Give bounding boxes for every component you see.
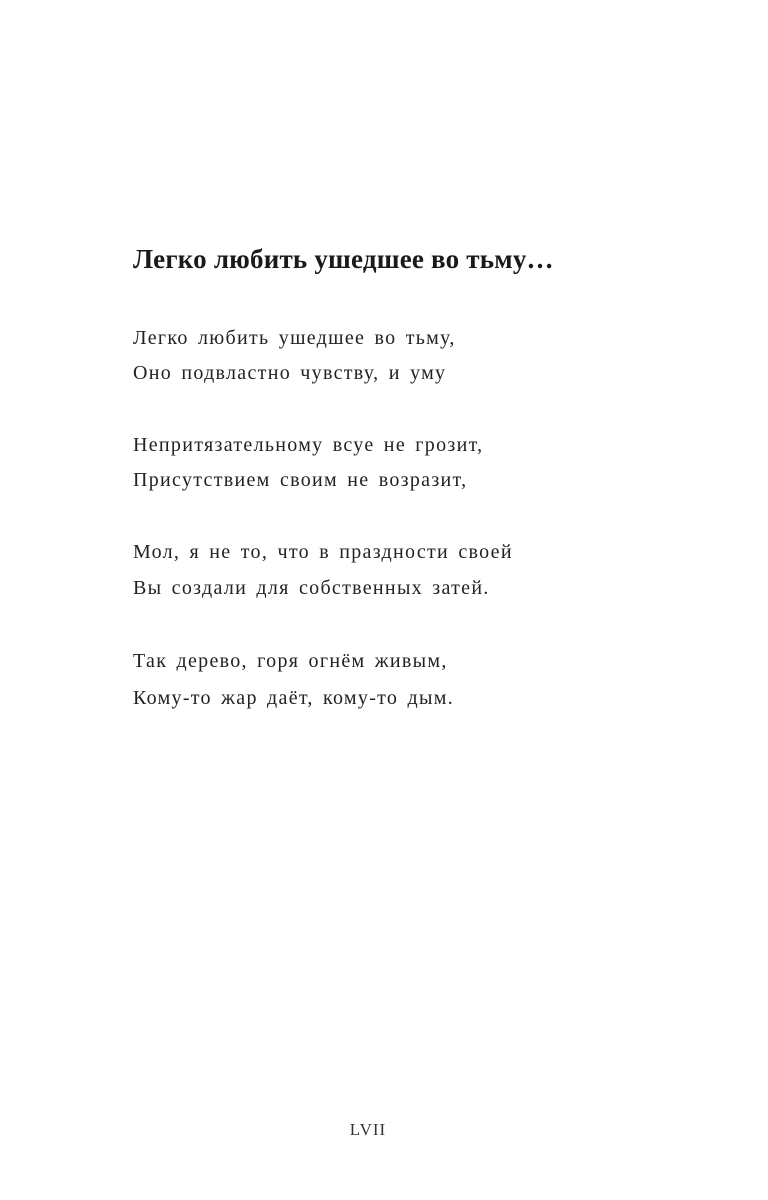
poem-line: Кому-то жар даёт, кому-то дым. bbox=[133, 687, 454, 709]
poem-line: Легко любить ушедшее во тьму, bbox=[133, 327, 456, 349]
poem-line: Так дерево, горя огнём живым, bbox=[133, 650, 448, 672]
poem-line: Оно подвластно чувству, и уму bbox=[133, 362, 447, 384]
poem-line: Вы создали для собственных затей. bbox=[133, 577, 490, 599]
poem-title: Легко любить ушедшее во тьму… bbox=[133, 244, 554, 274]
poem-line: Непритязательному всуе не грозит, bbox=[133, 434, 484, 456]
poem-line: Присутствием своим не возразит, bbox=[133, 469, 468, 491]
poem-line: Мол, я не то, что в праздности своей bbox=[133, 541, 513, 563]
page-number: LVII bbox=[349, 1120, 387, 1139]
